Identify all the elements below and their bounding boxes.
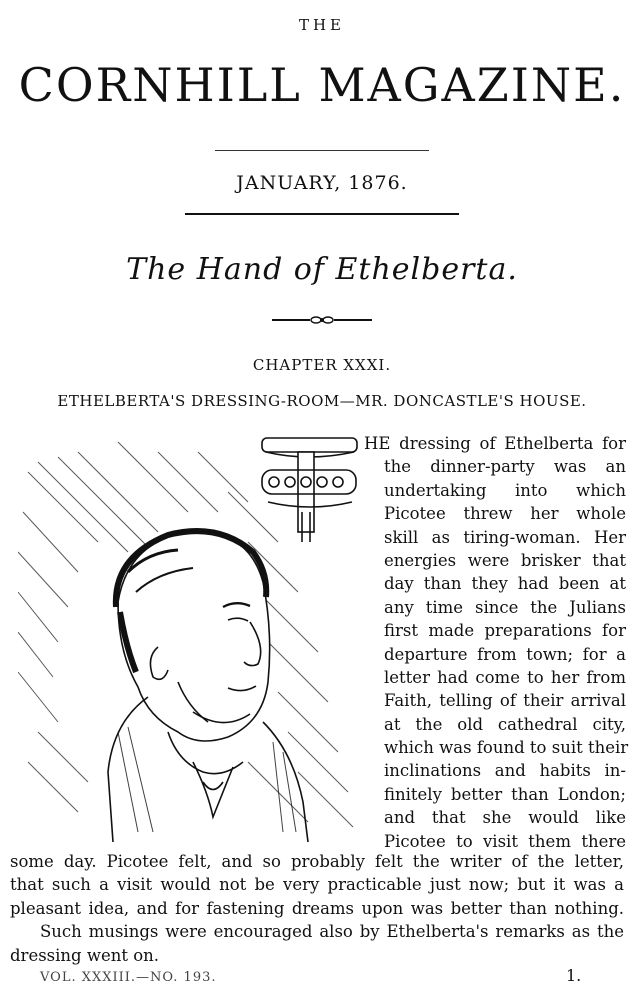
text-line: at the old cathedral city,	[384, 714, 626, 734]
chapter-number: CHAPTER XXXI.	[252, 356, 392, 374]
story-title: The Hand of Ethelberta.	[126, 252, 518, 287]
engraved-portrait-illustration	[18, 432, 363, 852]
text-line: that such a visit would not be very practicable just now; but it was a	[10, 875, 624, 895]
text-line: Such musings were encouraged also by Ethelberta's remarks as the	[40, 922, 624, 942]
page-number: 1.	[566, 966, 582, 985]
magazine-title: CORNHILL MAGAZINE.	[18, 58, 626, 112]
decorative-initial-t	[262, 438, 357, 542]
text-line: HE dressing of Ethelberta for	[364, 434, 626, 453]
text-line: the dinner-party was an	[384, 457, 626, 477]
text-line: inclinations and habits in-	[384, 761, 626, 781]
text-line: some day. Picotee felt, and so probably felt the writer of the letter,	[10, 852, 624, 871]
portrait-head	[116, 531, 270, 741]
text-line: any time since the Julians	[384, 597, 626, 617]
text-line: finitely better than London;	[384, 784, 626, 804]
body-column-text	[364, 432, 629, 853]
text-line: Picotee threw her whole	[384, 504, 626, 524]
magazine-the: THE	[298, 16, 346, 34]
issue-date: JANUARY, 1876.	[236, 172, 408, 194]
body-wide-text	[10, 850, 624, 967]
text-line: pleasant idea, and for fastening dreams upon was better than nothing.	[10, 898, 624, 918]
text-line: dressing went on.	[10, 945, 160, 965]
divider-rule	[215, 150, 429, 151]
text-line: energies were brisker that	[384, 550, 626, 570]
text-line: first made preparations for	[384, 621, 626, 641]
divider-rule	[185, 213, 459, 215]
volume-number: VOL. XXXIII.—NO. 193.	[40, 970, 217, 985]
chapter-subtitle: ETHELBERTA'S DRESSING-ROOM—MR. DONCASTLE'S HOUSE.	[57, 392, 587, 410]
text-line: and that she would like	[384, 808, 626, 828]
text-line: Faith, telling of their arrival	[384, 691, 626, 711]
text-line: departure from town; for a	[384, 644, 626, 664]
text-line: Picotee to visit them there	[384, 831, 626, 851]
text-line: letter had come to her from	[384, 667, 626, 687]
text-line: skill as tiring-woman. Her	[384, 527, 626, 547]
text-line: which was found to suit their	[384, 738, 629, 758]
ornament-divider	[272, 313, 372, 327]
text-line: undertaking into which	[384, 480, 626, 500]
text-line: day than they had been at	[384, 574, 626, 594]
